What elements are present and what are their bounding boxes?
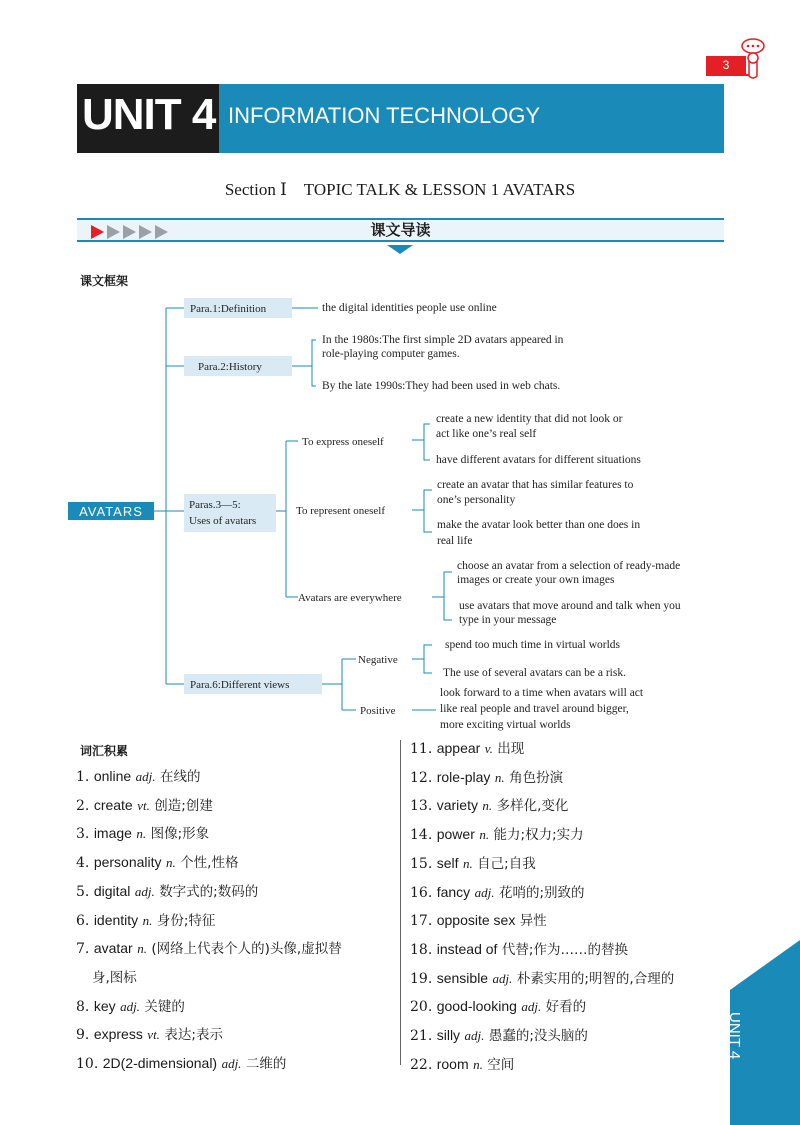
mindmap-root: AVATARS: [79, 504, 143, 519]
express-label: To express oneself: [302, 436, 384, 448]
vocab-word: identity: [93, 911, 139, 928]
vocab-meaning: 身份;特征: [156, 912, 216, 929]
vocab-number: 7.: [76, 941, 90, 958]
vocab-word: express: [93, 1026, 143, 1043]
vocab-meaning: 自己;自我: [477, 855, 536, 872]
vocab-pos: vt.: [137, 797, 150, 813]
vocab-meaning: 愚蠢的;没头脑的: [488, 1028, 588, 1045]
vocab-pos: adj.: [134, 883, 155, 899]
positive-label: Positive: [360, 705, 396, 717]
vocab-item: [76, 993, 342, 1022]
para6-label: Para.6:Different views: [190, 679, 290, 691]
vocab-word: 2D(2-dimensional): [102, 1055, 218, 1072]
vocab-item: [76, 763, 342, 792]
vocab-item: [410, 735, 674, 764]
everywhere-label: Avatars are everywhere: [298, 592, 402, 604]
everywhere-leaf1-line1: choose an avatar from a selection of ready-made: [457, 560, 681, 572]
vocab-number: 11.: [410, 741, 433, 757]
vocab-number: 3.: [76, 826, 90, 843]
vocab-pos: adj.: [474, 884, 495, 900]
vocab-word: image: [93, 825, 132, 842]
represent-label: To represent oneself: [296, 505, 386, 517]
vocab-item: [76, 964, 342, 993]
vocab-list-left: [76, 763, 342, 1079]
vocab-pos: adj.: [492, 970, 513, 986]
vocab-item: [410, 879, 674, 908]
vocab-word: good-looking: [436, 998, 517, 1015]
vocab-meaning: (网络上代表个人的)头像,虚拟替: [151, 941, 342, 958]
vocab-word: self: [436, 854, 459, 871]
vocab-item: [410, 1051, 674, 1080]
vocab-word: silly: [436, 1027, 461, 1044]
vocab-pos: n.: [137, 941, 147, 957]
vocab-word: fancy: [436, 883, 471, 900]
vocab-meaning: 代替;作为……的替换: [501, 941, 628, 958]
vocab-number: 8.: [76, 998, 90, 1015]
paras35-label-1: Paras.3—5:: [189, 499, 241, 511]
vocab-word: role-play: [436, 768, 491, 785]
vocab-word: digital: [93, 882, 131, 899]
vocab-word: create: [93, 796, 133, 813]
vocab-number: 2.: [76, 797, 90, 814]
para2-leaf2: By the late 1990s:They had been used in web chats.: [322, 380, 561, 392]
vocab-meaning: 在线的: [159, 769, 201, 785]
vocab-meaning: 好看的: [545, 999, 587, 1016]
vocab-item: [410, 764, 674, 793]
vocab-number: 1.: [76, 769, 90, 785]
vocab-item: [410, 936, 674, 965]
vocab-number: 5.: [76, 883, 90, 900]
vocab-number: 12.: [410, 769, 433, 786]
positive-leaf-line3: more exciting virtual worlds: [440, 719, 571, 731]
para2-leaf1-line1: In the 1980s:The first simple 2D avatars appeared in: [322, 334, 564, 346]
everywhere-leaf2-line2: type in your message: [459, 614, 557, 626]
vocab-word: avatar: [93, 940, 133, 957]
vocab-number: 21.: [410, 1028, 433, 1045]
vocab-item: [410, 821, 674, 850]
everywhere-leaf2-line1: use avatars that move around and talk when you: [459, 600, 681, 612]
vocab-word: power: [436, 826, 475, 843]
vocab-meaning: 多样化,变化: [496, 798, 569, 815]
vocab-meaning: 关键的: [144, 998, 185, 1015]
unit-title: INFORMATION TECHNOLOGY: [228, 103, 541, 128]
vocab-meaning: 表达;表示: [164, 1027, 223, 1044]
vocab-word: appear: [436, 740, 481, 756]
vocab-number: 9.: [76, 1027, 90, 1044]
vocab-item: [76, 792, 342, 821]
vocab-number: 14.: [410, 827, 433, 844]
express-leaf1-line2: act like one’s real self: [436, 428, 537, 440]
vocab-item: [410, 993, 674, 1022]
vocab-item: [410, 792, 674, 821]
represent-leaf1-line1: create an avatar that has similar features to: [437, 479, 634, 491]
vocab-word: opposite sex: [436, 912, 516, 929]
represent-leaf2-line1: make the avatar look better than one does in: [437, 519, 641, 531]
vocab-meaning: 二维的: [245, 1056, 287, 1073]
express-leaf1-line1: create a new identity that did not look or: [436, 413, 623, 425]
para1-leaf: the digital identities people use online: [322, 302, 497, 314]
vocab-pos: n.: [142, 912, 153, 928]
guide-title: 课文导读: [370, 221, 431, 239]
vocab-meaning: 能力;权力;实力: [493, 827, 584, 844]
positive-leaf-line2: like real people and travel around bigger,: [440, 703, 629, 715]
vocab-meaning: 出现: [497, 741, 525, 757]
vocab-meaning: 花哨的;别致的: [498, 884, 585, 901]
vocab-pos: n.: [462, 855, 473, 871]
vocab-number: 17.: [410, 913, 433, 930]
vocab-item: [410, 907, 674, 936]
vocab-list-right: [410, 735, 674, 1079]
vocab-meaning: 数字式的;数码的: [159, 883, 259, 900]
vocab-meaning: 创造;创建: [154, 797, 213, 814]
vocab-number: 15.: [410, 855, 433, 872]
vocab-number: 22.: [410, 1056, 433, 1073]
framework-heading: 课文框架: [80, 274, 129, 288]
vocab-pos: adj.: [221, 1056, 242, 1072]
vocab-meaning: 角色扮演: [509, 769, 564, 786]
express-leaf2: have different avatars for different situations: [436, 454, 641, 466]
vocab-pos: n.: [479, 827, 490, 843]
paras35-label-2: Uses of avatars: [189, 515, 257, 527]
vocab-pos: n.: [494, 769, 505, 785]
vocab-pos: n.: [136, 826, 147, 842]
vocab-number: 4.: [76, 855, 90, 872]
vocab-pos: n.: [473, 1056, 483, 1072]
vocab-word: sensible: [436, 969, 489, 986]
vocab-item: [76, 907, 342, 936]
vocab-pos: n.: [165, 855, 176, 871]
side-unit-label: UNIT 4: [726, 1012, 743, 1060]
vocab-pos: v.: [484, 741, 493, 756]
vocab-item: [410, 1022, 674, 1051]
para2-label: Para.2:History: [198, 361, 262, 373]
negative-leaf1: spend too much time in virtual worlds: [445, 639, 621, 651]
negative-label: Negative: [358, 654, 398, 666]
vocab-word: online: [93, 768, 132, 784]
vocab-word: room: [436, 1055, 469, 1072]
vocab-meaning: 朴素实用的;明智的,合理的: [516, 970, 675, 987]
vocab-pos: adj.: [521, 999, 542, 1015]
vocab-number: 6.: [76, 912, 90, 929]
page-number: 3: [706, 56, 746, 74]
vocab-item: [410, 850, 674, 879]
para1-label: Para.1:Definition: [190, 303, 267, 315]
vocab-meaning: 图像;形象: [150, 826, 210, 843]
vocab-item: [76, 1021, 342, 1050]
vocab-item: [76, 878, 342, 907]
negative-leaf2: The use of several avatars can be a risk.: [443, 667, 626, 679]
represent-leaf1-line2: one’s personality: [437, 494, 516, 506]
vocab-meaning: 身,图标: [92, 969, 137, 986]
vocab-heading: 词汇积累: [80, 744, 129, 758]
represent-leaf2-line2: real life: [437, 535, 473, 547]
vocab-pos: vt.: [147, 1027, 160, 1043]
vocab-pos: adj.: [464, 1028, 485, 1044]
unit-number: UNIT 4: [82, 90, 216, 139]
vocab-divider: [400, 740, 401, 1065]
vocab-number: 20.: [410, 999, 433, 1016]
vocab-number: 16.: [410, 884, 433, 901]
vocab-item: [76, 935, 342, 964]
vocab-item: [76, 1050, 342, 1079]
vocab-meaning: 空间: [487, 1056, 515, 1073]
vocab-item: [410, 965, 674, 994]
vocab-pos: n.: [482, 798, 493, 814]
vocab-number: 10.: [76, 1056, 99, 1073]
section-title: Section Ⅰ TOPIC TALK & LESSON 1 AVATARS: [224, 180, 576, 199]
positive-leaf-line1: look forward to a time when avatars will act: [440, 687, 644, 699]
vocab-word: key: [93, 997, 116, 1014]
para2-leaf1-line2: role-playing computer games.: [322, 348, 460, 360]
vocab-item: [76, 820, 342, 849]
vocab-item: [76, 849, 342, 878]
vocab-pos: adj.: [120, 998, 140, 1014]
vocab-meaning: 个性,性格: [180, 855, 239, 872]
everywhere-leaf1-line2: images or create your own images: [457, 574, 615, 586]
vocab-word: instead of: [436, 940, 498, 957]
vocab-number: 18.: [410, 941, 433, 958]
vocab-meaning: 异性: [519, 913, 547, 930]
vocab-number: 13.: [410, 798, 433, 815]
vocab-word: variety: [436, 797, 478, 814]
vocab-word: personality: [93, 854, 162, 871]
vocab-number: 19.: [410, 970, 433, 987]
vocab-pos: adj.: [135, 769, 156, 784]
